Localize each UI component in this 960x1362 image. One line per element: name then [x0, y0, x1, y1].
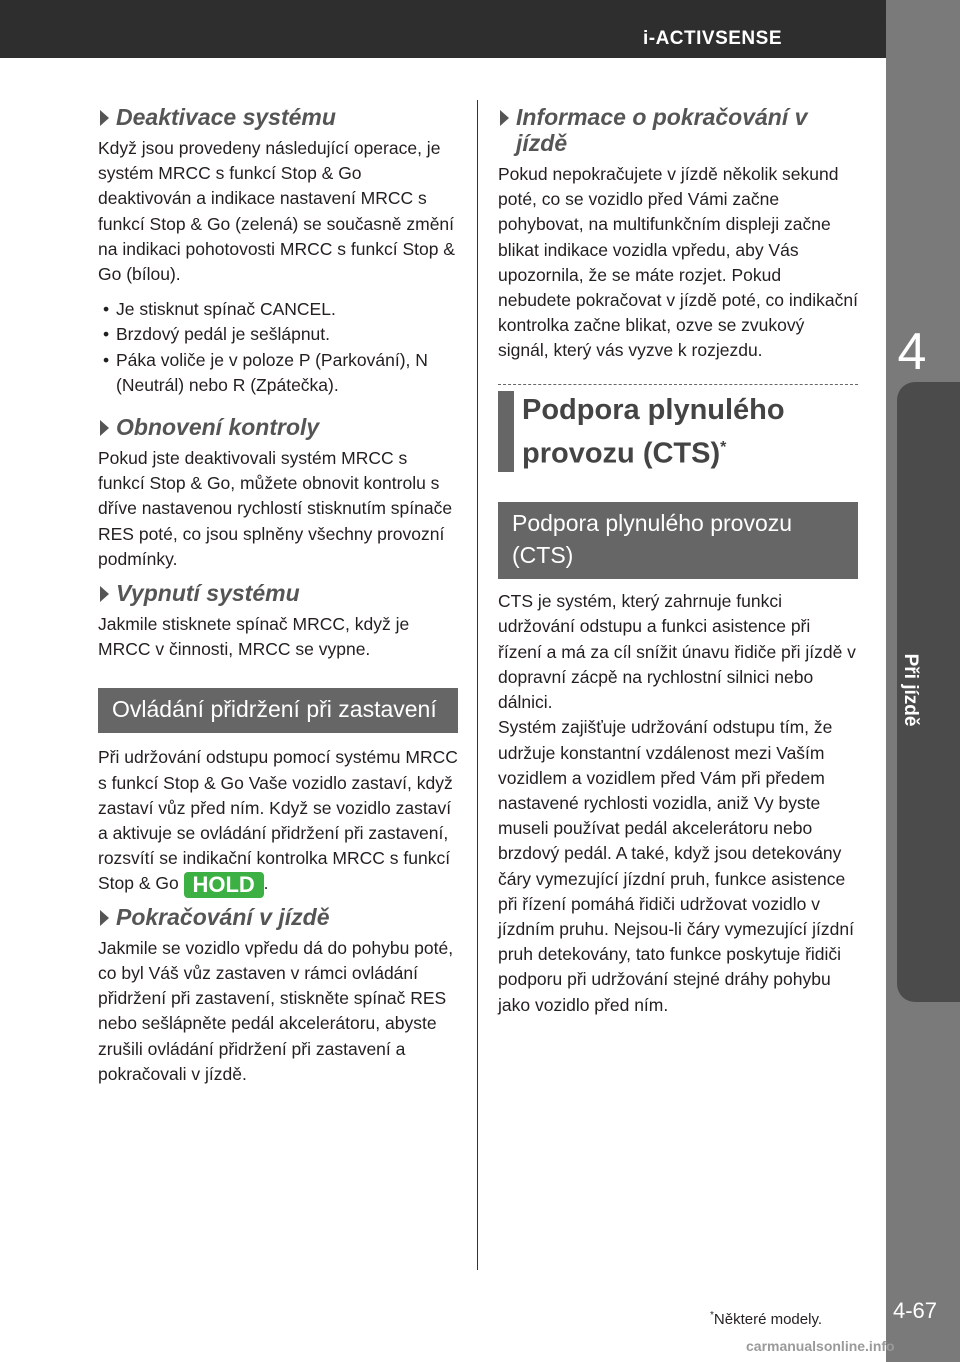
bullet-list: [98, 297, 458, 398]
section-title-informace: Informace o pokračování v jízdě: [498, 104, 858, 156]
section-title-pokracovani: Pokračování v jízdě: [98, 904, 458, 930]
box-heading-cts: Podpora plynulého provozu (CTS): [498, 502, 858, 579]
paragraph-cts-2: Systém zajišťuje udržování odstupu tím, že udržuje konstantní vzdálenost mezi Vaším vozidlem a vozidlem před Vám při předem nastavené rychlosti vozidla, aniž Vy byste museli používat pedál akcelerátoru nebo brzdový pedál. A také, když jsou detekovány čáry vymezující jízdní pruh, funkce asistence při řízení pomáhá řidiči udržovat vozidlo v jízdním pruhu. Nejsou-li čáry vymezující jízdní pruh detekovány, tato funkce poskytuje řidiči podporu při udržování stejné dráhy pohybu jako vozidlo před ním.: [498, 717, 854, 1015]
section-title-obnoveni: Obnovení kontroly: [98, 414, 458, 440]
paragraph-deaktivace: Když jsou provedeny následující operace, je systém MRCC s funkcí Stop & Go deaktivován a indikace nastavení MRCC s funkcí Stop & Go (zelená) se současně změní na indikaci pohotovosti MRCC s funkcí Stop & Go (bílou).: [98, 138, 455, 285]
bullet-item: • Páka voliče je v poloze P (Parkování), N (Neutrál) nebo R (Zpátečka).: [98, 348, 458, 398]
paragraph-informace: Pokud nepokračujete v jízdě několik sekund poté, co se vozidlo před Vámi začne pohybovat, na multifunkčním displeji začne blikat indikace vozidla vpředu, aby Vás upozornila, že se máte rozjet. Pokud nebudete pokračovat v jízdě poté, co indikační kontrolka začne blikat, ozve se zvukový signál, který vás vyzve k rozjezdu.: [498, 164, 858, 361]
footnote-text: Některé modely.: [713, 1311, 823, 1328]
right-column: [498, 104, 858, 1018]
model-mark: *: [720, 438, 727, 456]
chapter-label: Při jízdě: [900, 653, 921, 727]
bullet-item: • Brzdový pedál je sešlápnut.: [98, 322, 458, 347]
footnote: [710, 1310, 822, 1328]
chapter-number: 4: [897, 323, 927, 381]
dotted-separator: [498, 384, 858, 385]
paragraph-vypnuti: Jakmile stisknete spínač MRCC, když je MRCC v činnosti, MRCC se vypne.: [98, 614, 410, 660]
section-title-vypnuti: Vypnutí systému: [98, 580, 458, 606]
hold-indicator-icon: HOLD: [184, 872, 264, 898]
paragraph-period: .: [263, 873, 269, 894]
left-column: [98, 104, 458, 1087]
footnote-mark: *: [710, 1310, 714, 1321]
main-heading-cts: [498, 391, 858, 473]
box-heading-prodrzeni: Ovládání přidržení při zastavení: [98, 688, 458, 733]
paragraph-pokracovani: Jakmile se vozidlo vpředu dá do pohybu poté, co byl Váš vůz zastaven v rámci ovládání přidržení při zastavení, stiskněte spínač RES nebo sešlápněte pedál akcelerátoru, abyste zrušili ovládání přidržení při zastavení a pokračovali v jízdě.: [98, 937, 454, 1084]
paragraph-prodrzeni-text: Při udržování odstupu pomocí systému MRCC s funkcí Stop & Go Vaše vozidlo zastaví, když zastaví vůz před ním. Když se vozidlo zastaví a aktivuje se ovládání přidržení při zastavení, rozsvítí se indikační kontrolka MRCC s funkcí Stop & Go: [98, 747, 458, 894]
page-number: 4-67: [893, 1298, 938, 1323]
paragraph-cts-1: CTS je systém, který zahrnuje funkci udržování odstupu a funkci asistence při řízení a má za cíl snížit únavu řidiče při jízdě v dopravní zácpě na rychlostní silnici nebo dálnici.: [498, 591, 856, 713]
header-bar: [0, 0, 890, 58]
watermark: carmanualsonline.info: [746, 1338, 895, 1354]
header-title: i-ACTIVSENSE: [642, 28, 782, 49]
column-divider: [477, 100, 478, 1270]
bullet-item: • Je stisknut spínač CANCEL.: [98, 297, 458, 322]
main-heading-text: Podpora plynulého provozu (CTS): [522, 393, 785, 470]
section-title-deaktivace: Deaktivace systému: [98, 104, 458, 130]
paragraph-prodrzeni: [98, 745, 458, 897]
paragraph-obnoveni: Pokud jste deaktivovali systém MRCC s funkcí Stop & Go, můžete obnovit kontrolu s dříve nastavenou rychlostí stisknutím spínače RES poté, co jsou splněny všechny provozní podmínky.: [98, 448, 453, 569]
